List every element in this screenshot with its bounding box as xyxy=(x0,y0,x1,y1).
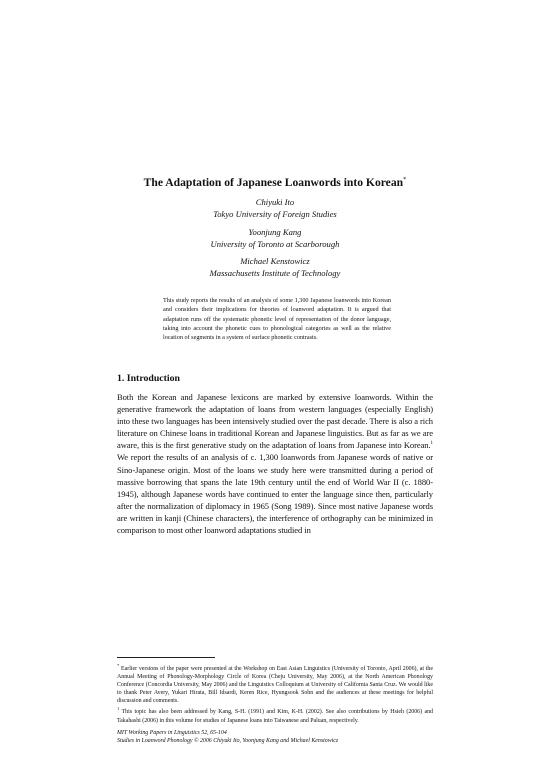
title-text: The Adaptation of Japanese Loanwords into Korean xyxy=(143,176,404,189)
paper-title xyxy=(0,176,550,189)
footnote-marker: * xyxy=(117,663,120,668)
title-footnote-marker: * xyxy=(403,176,407,184)
abstract: This study reports the results of an analysis of some 1,300 Japanese loanwords into Korean and considers their implications for theories of loanword adaptation. It is argued that adaptation runs off the systematic phonetic level of representation of the donor language, taking into account the phonetic cues to phonological categories as well as the relative location of segments in a system of surface phonetic contrasts. xyxy=(163,297,391,342)
body-text-part-1: Both the Korean and Japanese lexicons are marked by extensive loanwords. Within the generative framework the adaptation of loans from western languages (especially English) into these two languages has been intensively studied over the past decade. There is also a rich literature on Chinese loans in traditional Korean and Japanese linguistics. But as far as we are aware, this is the first generative study on the adaptation of loans from Japanese into Korean. xyxy=(117,392,433,451)
footnote-divider xyxy=(117,657,215,658)
author-block-1 xyxy=(0,197,550,220)
footnote-star xyxy=(117,662,433,705)
author-block-2 xyxy=(0,227,550,250)
body-paragraph xyxy=(117,391,433,536)
author-name: Michael Kenstowicz xyxy=(240,256,310,266)
author-block-3 xyxy=(0,256,550,279)
footnote-1 xyxy=(117,705,433,724)
footnote-ref-1[interactable]: 1 xyxy=(430,441,433,447)
footer-line-copyright: Studies in Loanword Phonology © 2006 Chiyuki Ito, Yoonjung Kang and Michael Kenstowicz xyxy=(117,738,339,745)
author-affiliation: Massachusetts Institute of Technology xyxy=(209,267,341,278)
body-text-part-2: We report the results of an analysis of c. 1,300 loanwords from Japanese words of native or Sino-Japanese origin. Most of the loans we study here were transmitted during a period of massive borrowing that spans the late 19th century until the end of World War II (c. 1880-1945), although Japanese words have continued to enter the language since then, particularly after the normalization of diplomacy in 1965 (Song 1989). Since most native Japanese words are written in kanji (Chinese characters), the interference of orthography can be minimized in comparison to most other loanword adaptations studied in xyxy=(117,452,433,536)
author-affiliation: University of Toronto at Scarborough xyxy=(210,238,340,249)
author-name: Yoonjung Kang xyxy=(248,227,302,237)
section-heading: 1. Introduction xyxy=(117,373,180,384)
footnote-text: Earlier versions of the paper were presented at the Workshop on East Asian Linguistics (University of Toronto, April 2006), at the Annual Meeting of Phonology-Morphology Circle of Korea (Cheju University, May 2006), at the North American Phonology Conference (Concordia University, May 2006) and the Linguistics Colloquium at University of California Santa Cruz. We would like to thank Peter Avery, Yukari Hirata, Bill Idsardi, Keren Rice, Hyungsook Sohn and the audiences at these meetings for helpful discussion and comments. xyxy=(117,665,433,705)
footnote-text: This topic has also been addressed by Kang, S-H. (1991) and Kim, K-H. (2002). See also contributions by Hsieh (2006) and Takahashi (2006) in this volume for studies of Japanese loans into Taiwanese and Paluan, respectively. xyxy=(117,709,433,724)
page-footer xyxy=(117,729,433,746)
footnotes xyxy=(117,662,433,725)
author-name: Chiyuki Ito xyxy=(255,197,295,207)
footnote-marker: 1 xyxy=(117,706,120,712)
footer-line-journal: MIT Working Papers in Linguistics 52, 65-104 xyxy=(117,730,227,736)
author-affiliation: Tokyo University of Foreign Studies xyxy=(213,208,337,219)
